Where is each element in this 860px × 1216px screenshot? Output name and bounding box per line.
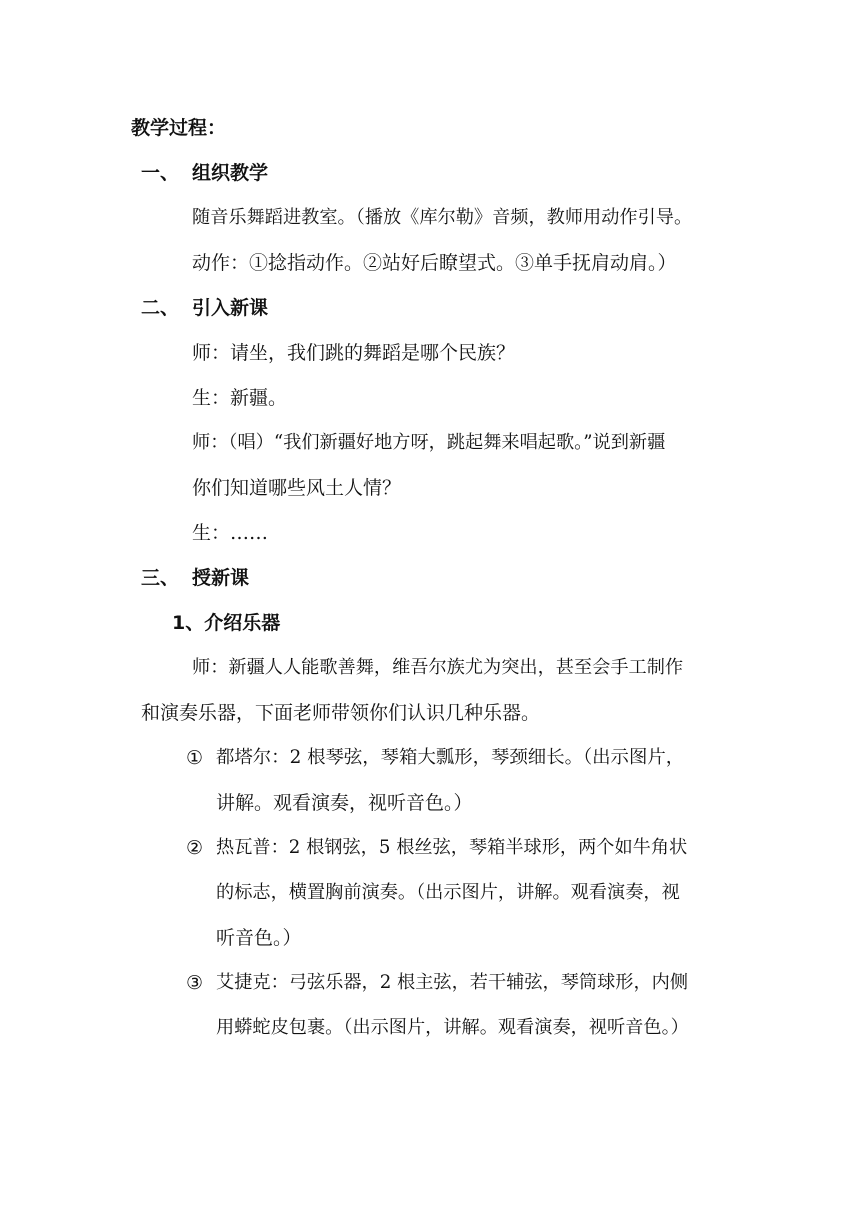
dialogue-line: 师：（唱）“我们新疆好地方呀，跳起舞来唱起歌。”说到新疆 — [192, 432, 666, 453]
dialogue-line: 你们知道哪些风土人情？ — [192, 477, 402, 499]
section-heading: 引入新课 — [192, 297, 269, 319]
paragraph-line: 和演奏乐器，下面老师带领你们认识几种乐器。 — [141, 702, 541, 724]
list-item-line: 都塔尔：2 根琴弦，琴箱大瓢形，琴颈细长。（出示图片， — [216, 747, 685, 768]
list-marker: ① — [186, 747, 204, 769]
list-marker: ② — [186, 837, 204, 859]
dialogue-line: 生：新疆。 — [192, 387, 288, 409]
list-item-line: 讲解。观看演奏，视听音色。） — [216, 792, 473, 814]
page-title: 教学过程： — [131, 117, 227, 139]
list-item-line: 艾捷克：弓弦乐器，2 根主弦，若干辅弦，琴筒球形，内侧 — [216, 972, 689, 993]
body-text-line: 随音乐舞蹈进教室。（播放《库尔勒》音频，教师用动作引导。 — [192, 207, 693, 228]
section-number: 三、 — [141, 567, 180, 589]
section-heading: 组织教学 — [192, 162, 269, 184]
list-marker: ③ — [186, 972, 204, 994]
dialogue-line: 生：…… — [192, 522, 269, 544]
list-item-line: 用蟒蛇皮包裹。（出示图片，讲解。观看演奏，视听音色。） — [216, 1017, 689, 1038]
section-number: 一、 — [141, 162, 180, 184]
section-number: 二、 — [141, 297, 180, 319]
paragraph-line: 师：新疆人人能歌善舞，维吾尔族尤为突出，甚至会手工制作 — [192, 657, 684, 678]
subsection-heading: 1、介绍乐器 — [172, 612, 281, 634]
list-item-line: 的标志，横置胸前演奏。（出示图片，讲解。观看演奏，视 — [216, 882, 680, 903]
list-item-line: 听音色。） — [216, 927, 302, 949]
list-item-line: 热瓦普：2 根钢弦，5 根丝弦，琴箱半球形，两个如牛角状 — [216, 837, 688, 858]
body-text-line: 动作：①捻指动作。②站好后瞭望式。③单手抚肩动肩。） — [192, 252, 677, 274]
section-heading: 授新课 — [192, 567, 250, 589]
dialogue-line: 师：请坐，我们跳的舞蹈是哪个民族？ — [192, 342, 516, 364]
